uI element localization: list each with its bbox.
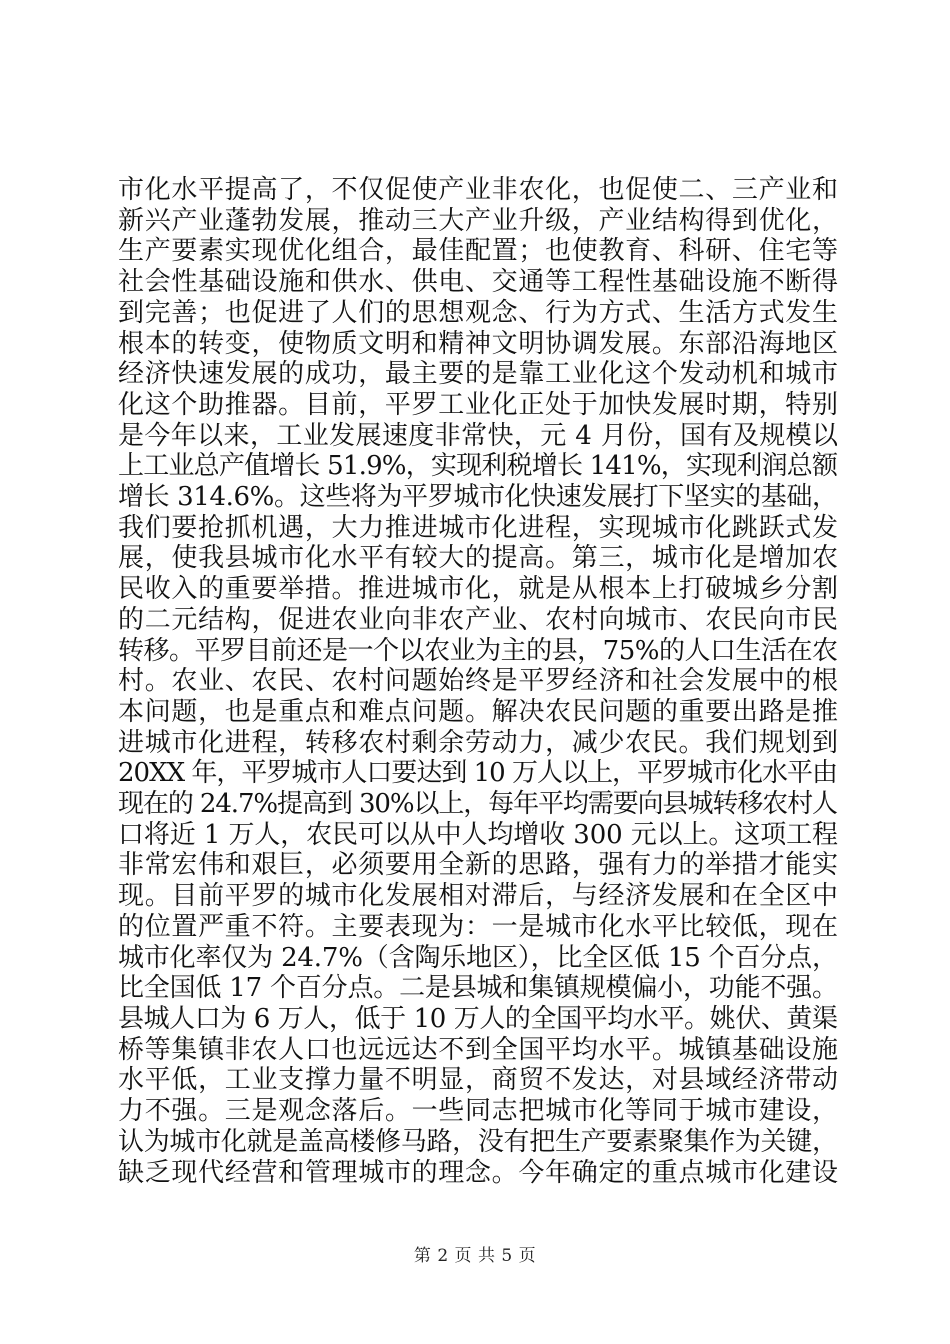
text-line: 到完善；也促进了人们的思想观念、行为方式、生活方式发生 bbox=[118, 297, 839, 328]
text-line: 现。目前平罗的城市化发展相对滞后，与经济发展和在全区中 bbox=[118, 881, 839, 912]
text-line: 民收入的重要举措。推进城市化，就是从根本上打破城乡分割 bbox=[118, 574, 839, 605]
text-line: 市化水平提高了，不仅促使产业非农化，也促使二、三产业和 bbox=[118, 175, 839, 205]
text-line: 的位置严重不符。主要表现为：一是城市化水平比较低，现在 bbox=[118, 911, 839, 942]
text-line: 村。农业、农民、农村问题始终是平罗经济和社会发展中的根 bbox=[118, 666, 839, 697]
text-line: 社会性基础设施和供水、供电、交通等工程性基础设施不断得 bbox=[118, 267, 839, 298]
text-line: 生产要素实现优化组合，最佳配置；也使教育、科研、住宅等 bbox=[118, 236, 839, 267]
text-line: 本问题，也是重点和难点问题。解决农民问题的重要出路是推 bbox=[118, 696, 839, 727]
text-line: 认为城市化就是盖高楼修马路，没有把生产要素聚集作为关键， bbox=[118, 1126, 838, 1157]
text-line: 比全国低 17 个百分点。二是县城和集镇规模偏小，功能不强。 bbox=[118, 973, 838, 1004]
text-line: 转移。平罗目前还是一个以农业为主的县，75%的人口生活在农 bbox=[118, 635, 838, 666]
text-line: 增长 314.6%。这些将为平罗城市化快速发展打下坚实的基础， bbox=[118, 482, 838, 513]
text-line: 县城人口为 6 万人，低于 10 万人的全国平均水平。姚伏、黄渠 bbox=[118, 1003, 838, 1034]
text-line: 力不强。三是观念落后。一些同志把城市化等同于城市建设， bbox=[118, 1096, 839, 1127]
text-line: 桥等集镇非农人口也远远达不到全国平均水平。城镇基础设施 bbox=[118, 1034, 839, 1065]
text-line: 水平低，工业支撑力量不明显，商贸不发达，对县域经济带动 bbox=[118, 1065, 839, 1096]
page-number-footer: 第 2 页 共 5 页 bbox=[413, 1246, 537, 1266]
text-line: 新兴产业蓬勃发展，推动三大产业升级，产业结构得到优化， bbox=[118, 205, 839, 236]
text-line: 现在的 24.7%提高到 30%以上，每年平均需要向县城转移农村人 bbox=[118, 789, 837, 820]
text-line: 经济快速发展的成功，最主要的是靠工业化这个发动机和城市 bbox=[118, 359, 839, 390]
text-line: 化这个助推器。目前，平罗工业化正处于加快发展时期，特别 bbox=[118, 389, 839, 420]
text-line: 缺乏现代经营和管理城市的理念。今年确定的重点城市化建设 bbox=[118, 1157, 839, 1188]
text-line: 20XX 年，平罗城市人口要达到 10 万人以上，平罗城市化水平由 bbox=[118, 758, 837, 789]
body-paragraph bbox=[118, 175, 838, 1188]
text-line: 城市化率仅为 24.7%（含陶乐地区），比全区低 15 个百分点， bbox=[118, 942, 838, 973]
text-line: 我们要抢抓机遇，大力推进城市化进程，实现城市化跳跃式发 bbox=[118, 512, 839, 543]
text-line: 非常宏伟和艰巨，必须要用全新的思路，强有力的举措才能实 bbox=[118, 850, 839, 881]
text-line: 口将近 1 万人，农民可以从中人均增收 300 元以上。这项工程 bbox=[118, 819, 838, 850]
text-line: 展，使我县城市化水平有较大的提高。第三，城市化是增加农 bbox=[118, 543, 839, 574]
text-line: 进城市化进程，转移农村剩余劳动力，减少农民。我们规划到 bbox=[118, 727, 839, 758]
text-line: 上工业总产值增长 51.9%，实现利税增长 141%，实现利润总额 bbox=[118, 451, 838, 482]
text-line: 的二元结构，促进农业向非农产业、农村向城市、农民向市民 bbox=[118, 604, 839, 635]
text-line: 根本的转变，使物质文明和精神文明协调发展。东部沿海地区 bbox=[118, 328, 839, 359]
text-line: 是今年以来，工业发展速度非常快，元 4 月份，国有及规模以 bbox=[118, 420, 839, 451]
